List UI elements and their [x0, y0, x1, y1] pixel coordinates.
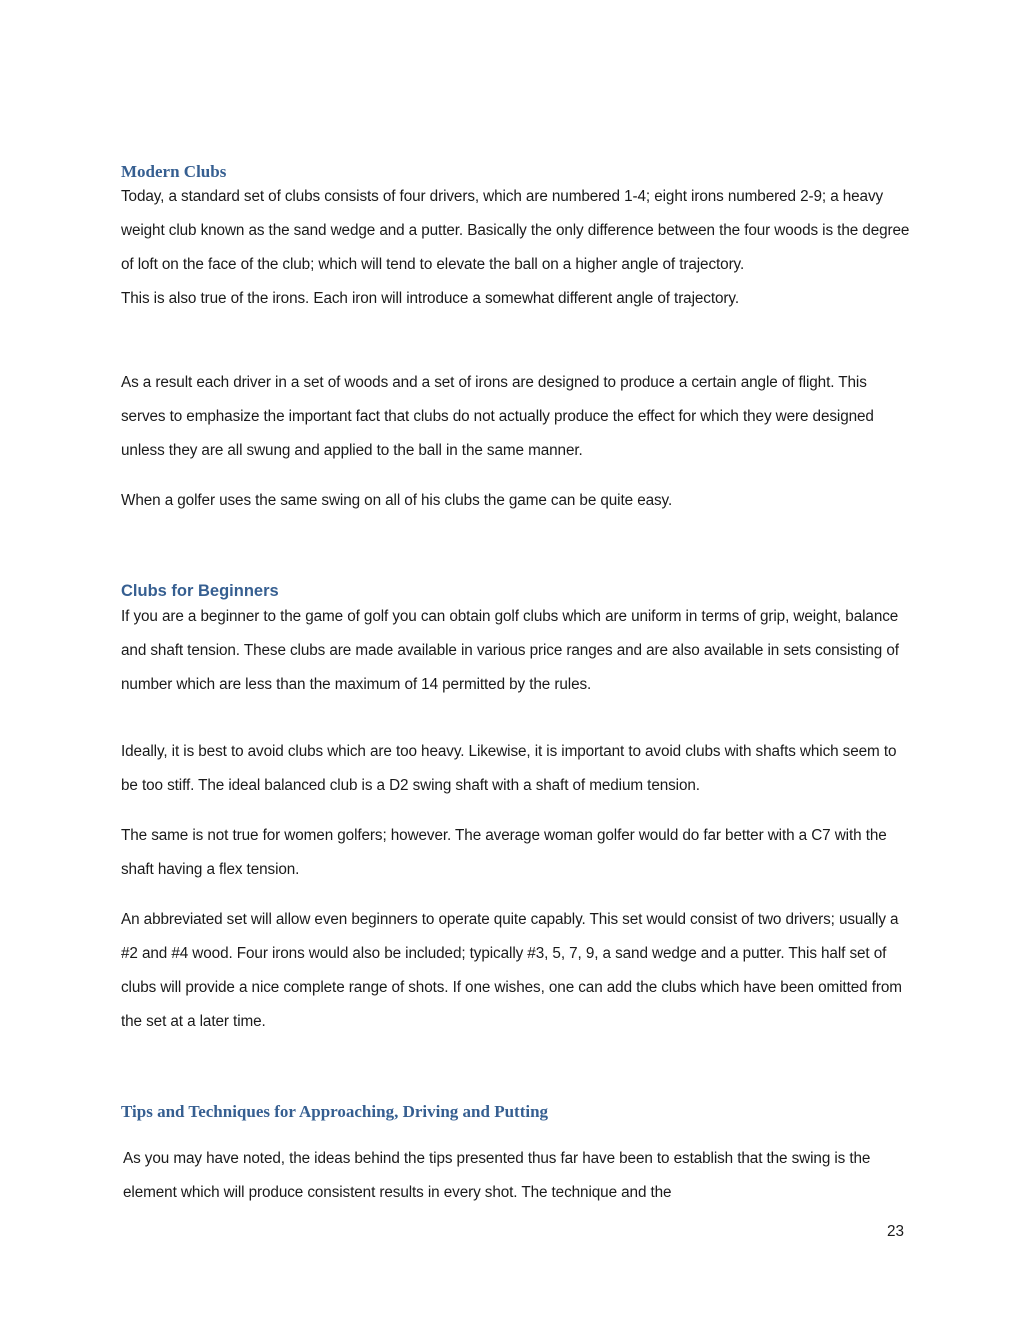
modern-clubs-body-3 [121, 484, 911, 518]
paragraph: Ideally, it is best to avoid clubs which are too heavy. Likewise, it is important to avoid clubs with shafts which seem to be too stiff. The ideal balanced club is a D2 swing shaft with a shaft of medium tension. [121, 743, 897, 794]
section-clubs-for-beginners [121, 582, 911, 601]
heading-tips-techniques: Tips and Techniques for Approaching, Driving and Putting [121, 1102, 549, 1121]
beginners-body [121, 600, 911, 702]
beginners-body-3 [121, 819, 911, 887]
paragraph: This is also true of the irons. Each iron will introduce a somewhat different angle of trajectory. [121, 290, 739, 307]
beginners-body-4 [121, 903, 911, 1039]
paragraph: When a golfer uses the same swing on all of his clubs the game can be quite easy. [121, 492, 673, 509]
modern-clubs-body [121, 180, 911, 316]
heading-modern-clubs: Modern Clubs [121, 162, 227, 181]
paragraph: The same is not true for women golfers; however. The average woman golfer would do far better with a C7 with the shaft having a flex tension. [121, 827, 887, 878]
beginners-body-2 [121, 735, 911, 803]
paragraph: Today, a standard set of clubs consists of four drivers, which are numbered 1-4; eight irons numbered 2-9; a heavy weight club known as the sand wedge and a putter. Basically the only difference between the four woods is the degree of loft on the face of the club; which will tend to elevate the ball on a higher angle of trajectory. [121, 188, 910, 273]
paragraph: If you are a beginner to the game of golf you can obtain golf clubs which are uniform in terms of grip, weight, balance and shaft tension. These clubs are made available in various price ranges and are also available in sets consisting of number which are less than the maximum of 14 permitted by the rules. [121, 608, 899, 693]
paragraph: As a result each driver in a set of woods and a set of irons are designed to produce a certain angle of flight. This serves to emphasize the important fact that clubs do not actually produce the effect for which they were designed unless they are all swung and applied to the ball in the same manner. [121, 374, 874, 459]
section-tips-techniques [121, 1102, 911, 1122]
tips-body [123, 1142, 893, 1210]
page-number: 23 [886, 1223, 904, 1240]
paragraph: As you may have noted, the ideas behind the tips presented thus far have been to establish that the swing is the element which will produce consistent results in every shot. The technique and the [123, 1150, 871, 1201]
modern-clubs-body-2 [121, 366, 911, 468]
heading-clubs-for-beginners: Clubs for Beginners [121, 582, 279, 600]
paragraph: An abbreviated set will allow even beginners to operate quite capably. This set would consist of two drivers; usually a #2 and #4 wood. Four irons would also be included; typically #3, 5, 7, 9, a sand wedge and a putter. This half set of clubs will provide a nice complete range of shots. If one wishes, one can add the clubs which have been omitted from the set at a later time. [121, 911, 902, 1030]
section-modern-clubs [121, 162, 911, 182]
